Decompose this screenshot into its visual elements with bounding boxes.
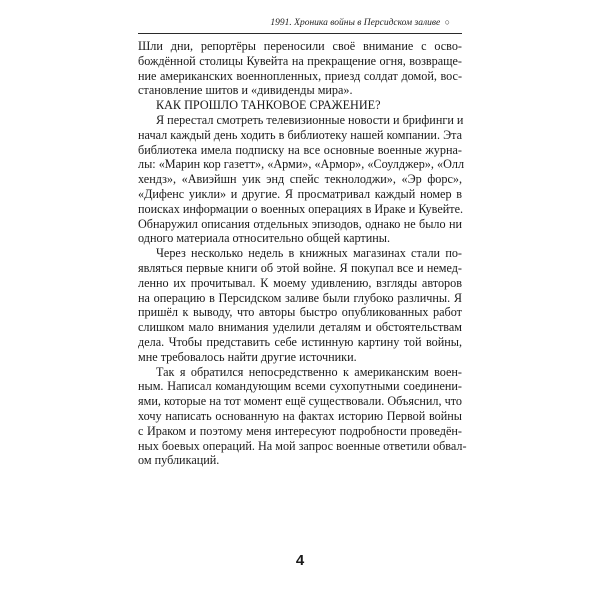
text-line: слишком мало внимания уделили деталям и обстоятельствам (138, 320, 462, 335)
text-line: Через несколько недель в книжных магазинах стали по- (156, 246, 462, 261)
text-line: на операцию в Персидском заливе были глубоко различны. Я (138, 290, 462, 305)
text-line: являться первые книги об этой войне. Я покупал все и немед- (138, 261, 462, 275)
text-line: Обнаружил описания отдельных эпизодов, однако не было ни (138, 216, 462, 231)
text-line: ние американских военнопленных, приезд солдат домой, вос- (138, 68, 462, 83)
text-line: одного материала относительно общей картины. (138, 231, 391, 246)
text-line: «Дифенс уикли» и другие. Я просматривал каждый номер в (138, 187, 462, 201)
text-line: ных боевых операций. На мой запрос военные ответили обвал- (138, 438, 467, 453)
text-line: становление шитов и «дивиденды мира». (138, 83, 353, 98)
text-line: ом публикаций. (138, 453, 220, 468)
circle-ornament-icon: ○ (444, 17, 450, 27)
running-header (270, 17, 450, 28)
text-line: ным. Написал командующим всеми сухопутными соединени- (138, 379, 462, 394)
text-line: библиотека имела подписку на все основные военные журна- (138, 142, 462, 157)
text-line: Шли дни, репортёры переносили своё внимание с осво- (138, 39, 462, 53)
text-line: пришёл к выводу, что авторы быстро опубликованных работ (138, 305, 462, 320)
text-line: хочу написать основанную на фактах историю Первой войны (138, 409, 462, 423)
text-line: хендз», «Авиэйшн уик энд спейс текнолоджи», «Эр форс», (138, 172, 462, 187)
text-line: мне требовалось найти другие источники. (138, 349, 357, 364)
section-heading: КАК ПРОШЛО ТАНКОВОЕ СРАЖЕНИЕ? (156, 98, 381, 113)
text-line: Так я обратился непосредственно к американским воен- (156, 364, 462, 379)
text-line: ленно их прочитывал. К моему удивлению, взгляды авторов (138, 275, 462, 290)
running-title: 1991. Хроника войны в Персидском заливе (270, 18, 441, 28)
text-line: начал каждый день ходить в библиотеку нашей компании. Эта (138, 127, 462, 142)
text-line: ями, которые на тот момент ещё существовали. Объяснил, что (138, 394, 462, 409)
text-line: дела. Чтобы представить себе истинную картину той войны, (138, 335, 462, 349)
text-line: с Ираком и поэтому меня интересуют подробности проведён- (138, 423, 462, 438)
page-number: 4 (295, 552, 305, 569)
text-line: бождённой столицы Кувейта на прекращение огня, возвраще- (138, 53, 462, 68)
text-line: поисках информации о военных операциях в Ираке и Кувейте. (138, 201, 464, 216)
text-line: Я перестал смотреть телевизионные новости и брифинги и (156, 113, 464, 127)
header-rule (138, 33, 462, 34)
text-line: лы: «Марин кор газетт», «Арми», «Армор», «Соулджер», «Олл (138, 157, 465, 172)
